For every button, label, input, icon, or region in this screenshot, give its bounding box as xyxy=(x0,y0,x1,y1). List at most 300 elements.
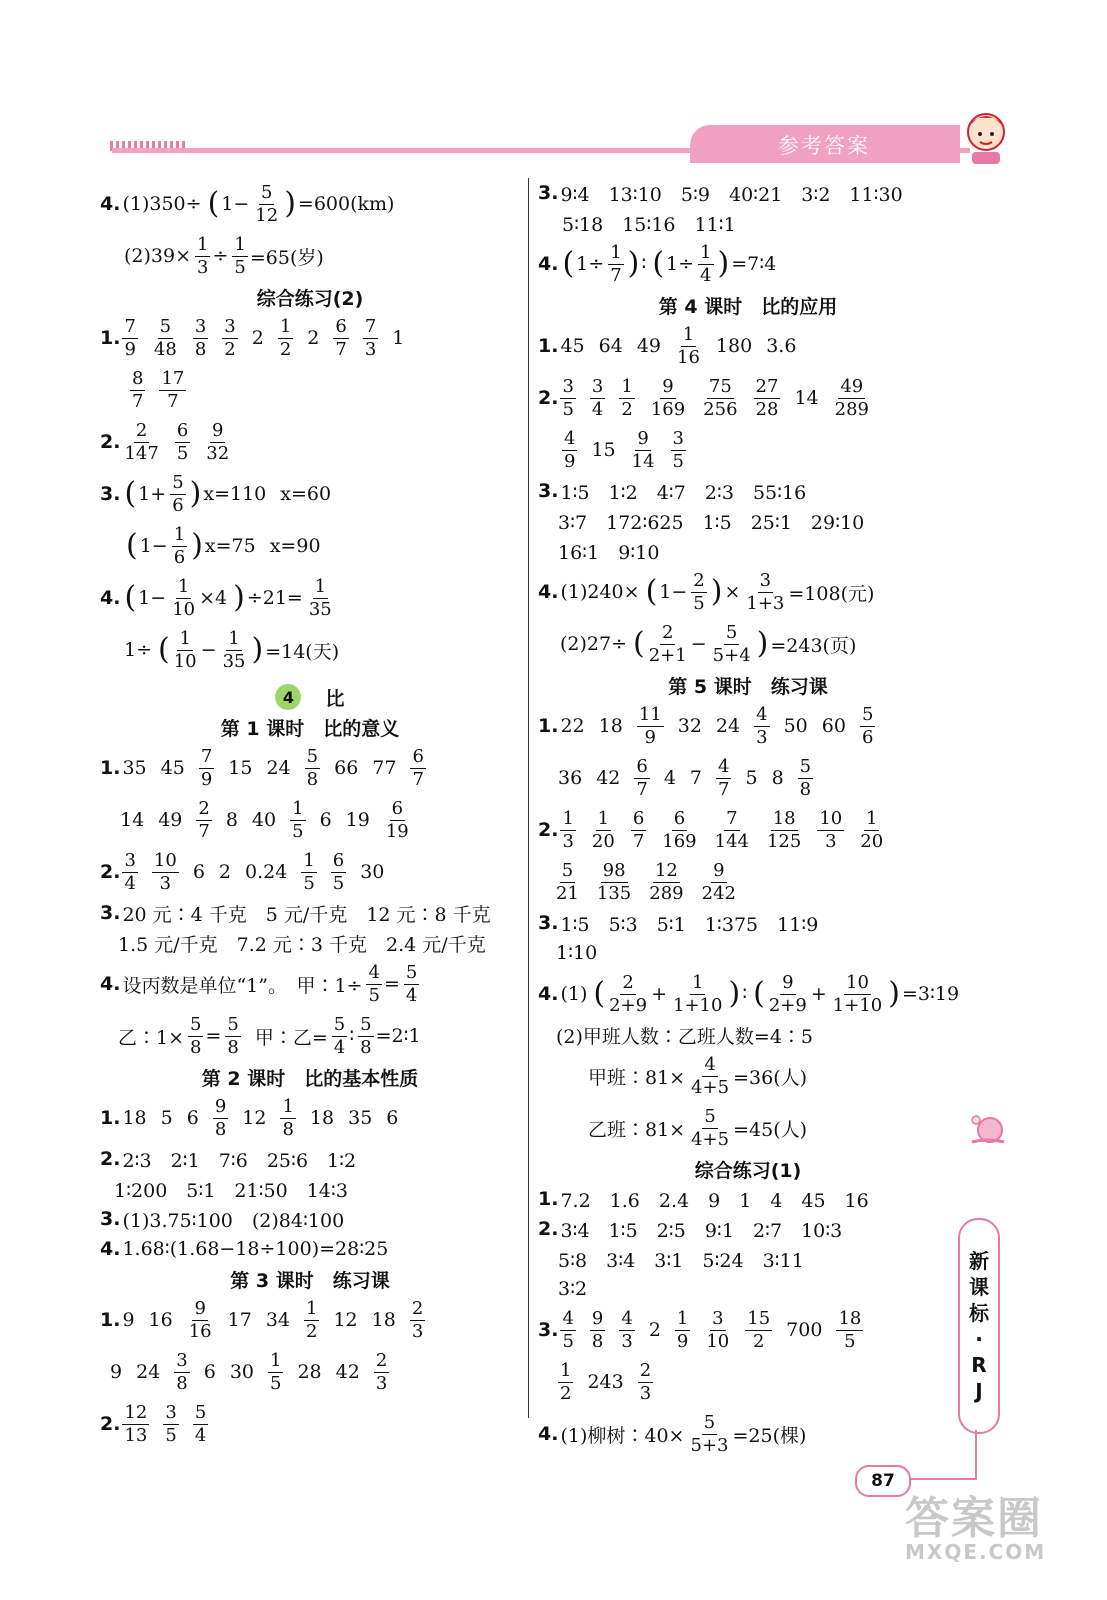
answer-line xyxy=(100,1346,520,1398)
numerator: 3 xyxy=(712,1307,724,1329)
fraction xyxy=(831,971,884,1016)
fraction xyxy=(647,859,685,904)
fraction xyxy=(152,315,179,360)
answer-line xyxy=(100,624,520,676)
answer-line xyxy=(538,536,958,566)
fraction xyxy=(172,523,187,568)
answer-text: (1)240× xyxy=(560,581,640,603)
question-number: 3. xyxy=(538,182,559,204)
fraction xyxy=(188,1013,203,1058)
answer-text: 3∶2 xyxy=(558,1278,588,1300)
paren: ) xyxy=(710,574,723,609)
denominator: 20 xyxy=(591,830,615,852)
fraction xyxy=(560,807,575,852)
denominator: 7 xyxy=(610,264,622,286)
answer-text: 22 xyxy=(560,715,585,737)
answer-line xyxy=(538,1408,958,1460)
fraction xyxy=(630,427,657,472)
answer-text: =2∶1 xyxy=(375,1025,421,1047)
denominator: 7 xyxy=(198,820,210,842)
answer-text: 2 xyxy=(251,327,264,349)
paren-open: ( xyxy=(207,186,220,221)
denominator: 14 xyxy=(631,450,655,472)
numerator: 2 xyxy=(135,419,148,441)
denominator: 144 xyxy=(714,830,749,852)
paren: ) xyxy=(233,580,245,615)
answer-line xyxy=(538,566,958,618)
denominator: 5 xyxy=(332,872,345,894)
numerator: 1 xyxy=(676,1307,689,1329)
answer-text: (2)39× xyxy=(124,245,192,267)
section-heading: 第 3 课时 练习课 xyxy=(230,1269,390,1292)
question-number: 3. xyxy=(538,1319,559,1341)
numerator: 4 xyxy=(562,1307,574,1329)
fraction xyxy=(384,797,411,842)
fraction xyxy=(562,427,577,472)
numerator: 9 xyxy=(194,1297,206,1319)
paren: ) xyxy=(627,246,640,281)
fraction xyxy=(634,755,649,800)
answer-text: 12 xyxy=(242,1107,267,1129)
answer-text: 16 xyxy=(148,1309,173,1331)
fraction xyxy=(671,427,686,472)
answer-text: 17 xyxy=(227,1309,252,1331)
paren: ) xyxy=(728,976,741,1011)
paren: ( xyxy=(645,574,658,609)
fraction xyxy=(590,1307,605,1352)
answer-text: 18 xyxy=(371,1309,396,1331)
fraction xyxy=(130,367,145,412)
denominator: 3 xyxy=(411,1320,424,1342)
chapter-heading xyxy=(100,682,520,712)
denominator: 4 xyxy=(700,264,712,286)
numerator: 3 xyxy=(124,849,136,871)
answer-text: = xyxy=(383,973,400,995)
answer-text: − xyxy=(200,639,217,661)
answer-text: 30 xyxy=(360,861,385,883)
answer-text: 0.24 xyxy=(245,861,288,883)
question-number: 3. xyxy=(538,480,559,502)
fraction xyxy=(304,1297,319,1342)
denominator: 8 xyxy=(306,768,319,790)
answer-text: 19 xyxy=(345,809,370,831)
question-number: 4. xyxy=(100,587,121,609)
answer-text: 1 xyxy=(392,327,405,349)
paren: ) xyxy=(191,528,203,563)
denominator: 7 xyxy=(636,778,648,800)
answer-text: 18 xyxy=(122,1107,147,1129)
denominator: 5+3 xyxy=(690,1434,729,1456)
answer-text: 700 xyxy=(786,1319,823,1341)
denominator: 4+5 xyxy=(691,1076,730,1098)
answer-text: 28 xyxy=(297,1361,322,1383)
numerator: 5 xyxy=(861,703,874,725)
column-divider xyxy=(528,178,529,1418)
fraction xyxy=(554,859,581,904)
answer-text: = xyxy=(205,1025,222,1047)
denominator: 1+10 xyxy=(832,994,883,1016)
numerator: 2 xyxy=(411,1297,424,1319)
answer-text: 4 xyxy=(663,767,676,789)
numerator: 7 xyxy=(124,315,136,337)
answer-line xyxy=(538,1102,958,1154)
answer-text: 24 xyxy=(136,1361,161,1383)
answer-text: 1÷ xyxy=(124,639,153,661)
answer-text: 42 xyxy=(335,1361,360,1383)
denominator: 28 xyxy=(755,398,779,420)
numerator: 6 xyxy=(332,849,345,871)
answer-text: 设丙数是单位“1”。 甲∶1÷ xyxy=(122,974,363,997)
denominator: 2 xyxy=(224,338,236,360)
numerator: 5 xyxy=(333,1013,346,1035)
answer-text: ÷21= xyxy=(246,587,303,609)
numerator: 5 xyxy=(561,859,574,881)
denominator: 4 xyxy=(333,1036,346,1058)
answer-text: × xyxy=(724,581,741,603)
numerator: 1 xyxy=(282,1095,294,1117)
numerator: 5 xyxy=(306,745,319,767)
answer-text: 9 xyxy=(122,1309,135,1331)
denominator: 35 xyxy=(222,650,246,672)
numerator: 12 xyxy=(124,1401,148,1423)
fraction xyxy=(199,745,214,790)
answer-text: 15 xyxy=(228,757,253,779)
denominator: 10 xyxy=(173,650,197,672)
fraction xyxy=(754,703,769,748)
answer-text: x=90 xyxy=(269,535,321,557)
answer-text: 30 xyxy=(229,1361,255,1383)
answer-line xyxy=(538,476,958,506)
header-title: 参考答案 xyxy=(778,134,870,158)
answer-line xyxy=(100,846,520,898)
answer-text: 12 xyxy=(333,1309,358,1331)
answer-text: 64 xyxy=(598,335,623,357)
answer-line xyxy=(538,372,958,424)
numerator: 5 xyxy=(190,1013,202,1035)
numerator: 3 xyxy=(591,375,604,397)
denominator: 48 xyxy=(153,338,177,360)
denominator: 3 xyxy=(621,1330,633,1352)
answer-text: 34 xyxy=(265,1309,291,1331)
denominator: 2 xyxy=(752,1330,765,1352)
answer-text: 2 xyxy=(307,327,320,349)
numerator: 27 xyxy=(755,375,779,397)
answer-line xyxy=(538,506,958,536)
fraction xyxy=(193,315,208,360)
denominator: 5 xyxy=(562,398,574,420)
fraction xyxy=(268,1349,283,1394)
answer-text: ×4 xyxy=(199,587,228,609)
numerator: 9 xyxy=(713,859,725,881)
answer-text: 6 xyxy=(203,1361,216,1383)
answer-line xyxy=(538,1050,958,1102)
denominator: 3 xyxy=(562,830,574,852)
paren-close: ) xyxy=(284,186,296,221)
numerator: 5 xyxy=(704,1105,716,1127)
denominator: 3 xyxy=(159,872,172,894)
fraction xyxy=(675,1307,690,1352)
answer-text: 2 xyxy=(218,861,231,883)
answer-text: 8 xyxy=(225,809,238,831)
denominator: 9 xyxy=(124,338,136,360)
fraction xyxy=(374,1349,389,1394)
numerator: 1 xyxy=(560,1359,572,1381)
fraction xyxy=(122,849,137,894)
answer-text: =3∶19 xyxy=(901,983,960,1005)
numerator: 4 xyxy=(756,703,768,725)
numerator: 2 xyxy=(662,621,674,643)
answer-line xyxy=(538,320,958,372)
denominator: 7 xyxy=(167,390,179,412)
paren: ) xyxy=(888,976,900,1011)
answer-line xyxy=(538,238,958,290)
answer-line xyxy=(100,468,520,520)
answer-text: (1)3.75∶100 (2)84∶100 xyxy=(122,1209,345,1232)
fraction xyxy=(638,1359,653,1404)
denominator: 19 xyxy=(385,820,409,842)
answer-text: 15 xyxy=(591,439,616,461)
fraction xyxy=(798,755,813,800)
denominator: 2+1 xyxy=(648,644,687,666)
numerator: 8 xyxy=(132,367,144,389)
denominator: 8 xyxy=(176,1372,188,1394)
denominator: 8 xyxy=(282,1118,294,1140)
denominator: 10 xyxy=(706,1330,730,1352)
numerator: 2 xyxy=(639,1359,652,1381)
chapter-badge: 4 xyxy=(275,684,301,710)
numerator: 6 xyxy=(176,419,189,441)
denominator: 12 xyxy=(255,204,279,226)
denominator: 16 xyxy=(677,346,700,368)
denominator: 4 xyxy=(194,1424,207,1446)
denominator: 4 xyxy=(405,984,418,1006)
denominator: 3 xyxy=(197,256,209,278)
answer-text: x=75 xyxy=(204,535,256,557)
answer-text: 7 xyxy=(689,767,703,789)
numerator: 98 xyxy=(602,859,626,881)
fraction xyxy=(196,797,211,842)
numerator: 3 xyxy=(224,315,236,337)
denominator: 3 xyxy=(364,338,377,360)
paren: ) xyxy=(717,246,730,281)
right-column xyxy=(538,178,958,1460)
answer-text: (1)350÷ xyxy=(122,193,202,215)
numerator: 18 xyxy=(838,1307,862,1329)
answer-text: 乙∶1× xyxy=(118,1026,185,1049)
numerator: 1 xyxy=(621,375,633,397)
answer-text: 6 xyxy=(186,1107,199,1129)
denominator: 10 xyxy=(172,598,196,620)
answer-text: 1− xyxy=(138,587,167,609)
answer-line xyxy=(100,898,520,928)
fraction xyxy=(213,1095,228,1140)
numerator: 9 xyxy=(591,1307,604,1329)
denominator: 4+5 xyxy=(691,1128,730,1150)
denominator: 6 xyxy=(861,726,874,748)
numerator: 10 xyxy=(819,807,843,829)
denominator: 4 xyxy=(124,872,136,894)
fraction xyxy=(152,849,179,894)
answer-text: 乙班∶81× xyxy=(588,1118,686,1141)
question-number: 1. xyxy=(100,757,121,779)
fraction xyxy=(660,807,698,852)
paren: ( xyxy=(652,246,665,281)
answer-line xyxy=(100,1174,520,1204)
mascot-icon xyxy=(958,108,1014,168)
denominator: 289 xyxy=(649,882,684,904)
answer-text: 20 元∶4 千克 5 元/千克 12 元∶8 千克 xyxy=(122,903,491,926)
question-number: 1. xyxy=(538,1188,559,1210)
denominator: 242 xyxy=(701,882,736,904)
question-number: 2. xyxy=(538,1218,559,1240)
denominator: 2 xyxy=(306,1320,318,1342)
answer-text: 1+ xyxy=(138,483,167,505)
section-heading: 综合练习(2) xyxy=(256,287,364,310)
numerator: 9 xyxy=(782,971,794,993)
answer-line xyxy=(538,1184,958,1214)
answer-line xyxy=(100,1294,520,1346)
fraction xyxy=(232,233,247,278)
denominator: 4 xyxy=(591,398,604,420)
question-number: 1. xyxy=(100,327,121,349)
paren: ) xyxy=(251,632,264,667)
denominator: 1+10 xyxy=(673,994,723,1016)
question-number: 2. xyxy=(100,431,121,453)
answer-line xyxy=(538,752,958,804)
fraction xyxy=(159,367,186,412)
answer-line xyxy=(100,364,520,416)
fraction xyxy=(619,1307,634,1352)
fraction xyxy=(122,419,160,464)
answer-text: 60 xyxy=(821,715,846,737)
denominator: 289 xyxy=(834,398,869,420)
denominator: 16 xyxy=(188,1320,212,1342)
watermark: 答案圈 MXQE.COM xyxy=(905,1493,1047,1564)
question-number: 2. xyxy=(100,1148,121,1170)
question-number: 1. xyxy=(100,1309,121,1331)
numerator: 1 xyxy=(234,233,246,255)
answer-text: 243 xyxy=(587,1371,624,1393)
fraction xyxy=(193,1401,208,1446)
answer-text: 1− xyxy=(221,193,250,215)
fraction xyxy=(716,755,731,800)
answer-line xyxy=(538,1274,958,1304)
question-number: 4. xyxy=(538,1423,559,1445)
paren: ) xyxy=(756,626,769,661)
denominator: 6 xyxy=(172,494,184,516)
snail-icon xyxy=(968,1110,1008,1146)
denominator: 2+9 xyxy=(609,994,648,1016)
paren: ) xyxy=(189,476,202,511)
answer-text: 24 xyxy=(266,757,291,779)
numerator: 7 xyxy=(200,745,213,767)
fraction xyxy=(170,471,185,516)
denominator: 3 xyxy=(756,726,768,748)
numerator: 5 xyxy=(799,755,812,777)
answer-text: =14(天) xyxy=(265,640,340,663)
denominator: 9 xyxy=(200,768,213,790)
fraction xyxy=(301,849,316,894)
denominator: 5 xyxy=(303,872,315,894)
numerator: 18 xyxy=(772,807,796,829)
answer-text: 2∶3 2∶1 7∶6 25∶6 1∶2 xyxy=(122,1149,357,1172)
fraction xyxy=(363,315,378,360)
paren: ( xyxy=(753,976,765,1011)
question-number: 3. xyxy=(100,1208,121,1230)
denominator: 20 xyxy=(860,830,884,852)
answer-line xyxy=(100,1144,520,1174)
numerator: 49 xyxy=(840,375,864,397)
fraction xyxy=(689,1053,731,1098)
answer-line xyxy=(100,416,520,468)
answer-text: 1∶200 5∶1 21∶50 14∶3 xyxy=(114,1179,348,1202)
numerator: 2 xyxy=(622,971,634,993)
answer-text: − xyxy=(690,633,707,655)
denominator: 8 xyxy=(360,1036,372,1058)
paren: ( xyxy=(562,246,575,281)
numerator: 6 xyxy=(632,807,645,829)
paren: ( xyxy=(124,580,137,615)
denominator: 8 xyxy=(190,1036,202,1058)
denominator: 1+3 xyxy=(746,592,785,614)
left-column xyxy=(100,178,520,1450)
fraction xyxy=(745,1307,772,1352)
answer-text: 24 xyxy=(715,715,741,737)
answer-text: (1) xyxy=(560,983,588,1005)
answer-line xyxy=(538,1356,958,1408)
fraction xyxy=(590,375,605,420)
fraction xyxy=(175,419,190,464)
denominator: 5 xyxy=(844,1330,856,1352)
fraction xyxy=(410,1297,425,1342)
paren: ( xyxy=(633,626,645,661)
fraction xyxy=(560,375,575,420)
denominator: 3 xyxy=(825,830,837,852)
question-number: 2. xyxy=(100,861,121,883)
numerator: 75 xyxy=(708,375,732,397)
numerator: 9 xyxy=(662,375,674,397)
answer-text: 35 xyxy=(122,757,147,779)
fraction xyxy=(689,1105,731,1150)
answer-text: (2)甲班人数∶乙班人数=4∶5 xyxy=(556,1025,814,1048)
answer-text: 1∶5 5∶3 5∶1 1∶375 11∶9 xyxy=(560,913,819,936)
answer-line xyxy=(538,856,958,908)
denominator: 125 xyxy=(766,830,802,852)
paren: ( xyxy=(593,976,606,1011)
answer-text: 3∶4 1∶5 2∶5 9∶1 2∶7 10∶3 xyxy=(560,1219,843,1242)
answer-line xyxy=(100,1204,520,1234)
answer-text: 180 xyxy=(715,335,753,357)
fraction xyxy=(290,797,305,842)
answer-text: 14 xyxy=(794,387,819,409)
denominator: 5 xyxy=(165,1424,177,1446)
fraction xyxy=(122,1401,149,1446)
answer-line xyxy=(100,572,520,624)
section-heading: 第 5 课时 练习课 xyxy=(668,675,828,698)
answer-text: 3.6 xyxy=(766,335,797,357)
numerator: 1 xyxy=(228,627,240,649)
answer-text: 35 xyxy=(348,1107,373,1129)
numerator: 17 xyxy=(161,367,185,389)
fraction xyxy=(691,569,706,614)
answer-line xyxy=(538,1244,958,1274)
numerator: 1 xyxy=(292,797,304,819)
answer-text: 7.2 1.6 2.4 9 1 4 45 16 xyxy=(560,1189,869,1212)
denominator: 7 xyxy=(412,768,424,790)
numerator: 6 xyxy=(391,797,404,819)
fraction xyxy=(744,569,786,614)
answer-text: 40 xyxy=(251,809,277,831)
